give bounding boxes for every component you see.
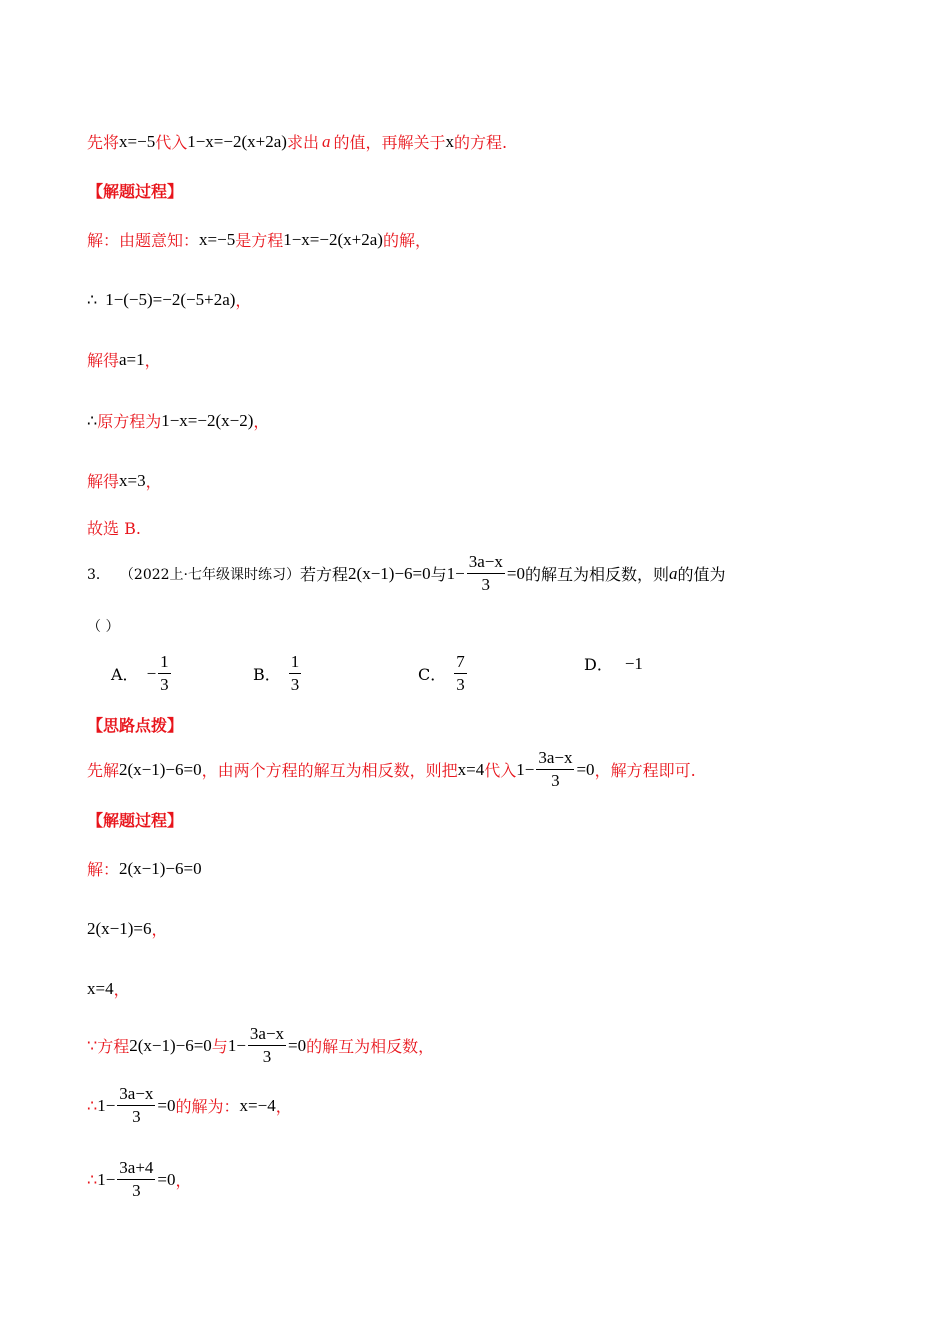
hint-line-1 (87, 130, 507, 153)
text: 原方程为 (97, 412, 162, 431)
text: 的解， (382, 231, 431, 250)
text: 解： (87, 860, 120, 879)
fraction (454, 652, 467, 695)
fraction-denominator: 3 (262, 1047, 272, 1066)
math: x=3 (119, 470, 146, 490)
text: 代入 (484, 761, 517, 780)
text: 与 (211, 1037, 228, 1056)
math: x=−5 (119, 131, 156, 151)
solution-line (87, 1024, 434, 1067)
math: x=4 (87, 978, 114, 998)
math: 1− (227, 1035, 246, 1055)
math: 2(x−1)−6=0 (119, 759, 202, 779)
text: 与 (430, 565, 447, 584)
fraction-denominator: 3 (160, 675, 169, 694)
math: x=4 (457, 759, 485, 779)
fraction-numerator: 3a−x (467, 552, 505, 574)
fraction (158, 652, 171, 695)
text: ， (275, 1097, 292, 1116)
text: 先将 (87, 133, 120, 152)
section-heading-solution: 【解题过程】 (87, 811, 184, 830)
text: ，解方程即可. (594, 761, 696, 780)
solution-line (87, 409, 269, 432)
solution-line (87, 917, 168, 940)
fraction (536, 748, 574, 791)
text: ， (175, 1171, 192, 1190)
fraction-numerator: 3a−x (248, 1024, 286, 1046)
math: x (445, 131, 454, 151)
math: 1−x=−2(x+2a) (187, 131, 287, 151)
question-3 (87, 552, 726, 595)
fraction (117, 1084, 155, 1127)
therefore-symbol: ∴ (87, 1170, 98, 1189)
math: 1− (97, 1095, 116, 1115)
fraction-denominator: 3 (551, 771, 560, 790)
math: =0 (506, 563, 525, 583)
option-label: B． (253, 665, 281, 684)
math: =0 (288, 1035, 307, 1055)
solution-line (87, 228, 431, 251)
therefore-symbol: ∴ (87, 290, 98, 309)
fraction-denominator: 3 (132, 1107, 141, 1126)
math: 2(x−1)−6=0 (119, 858, 202, 878)
question-number: 3． (87, 566, 110, 583)
solution-line (87, 977, 130, 1000)
math: 1−(−5)=−2(−5+2a) (105, 289, 236, 309)
text: 的方程. (453, 133, 508, 152)
option-a (111, 652, 173, 695)
math: 1−x=−2(x−2) (161, 410, 254, 430)
because-symbol: ∵ (87, 1036, 98, 1055)
option-label: A． (111, 665, 139, 684)
math: 1− (446, 563, 465, 583)
solution-line (87, 1158, 192, 1201)
answer-choice: 故选 B. (87, 519, 141, 538)
fraction-denominator: 3 (290, 675, 300, 694)
text: ， (235, 291, 252, 310)
math: x=−5 (199, 229, 236, 249)
solution-line (87, 857, 202, 880)
fraction (467, 552, 505, 595)
text: 代入 (155, 133, 188, 152)
math: 2(x−1)=6 (87, 918, 152, 938)
solution-line (87, 1084, 292, 1127)
text: ， (144, 351, 161, 370)
text: ， (151, 920, 168, 939)
fraction-numerator: 7 (454, 652, 467, 674)
section-heading-hint: 【思路点拨】 (87, 716, 184, 735)
math: =0 (157, 1095, 176, 1115)
option-sign: − (146, 663, 157, 683)
answer-blank: （ ） (87, 619, 120, 635)
text: 先解 (87, 761, 120, 780)
question-source: （2022上·七年级课时练习） (119, 566, 301, 583)
fraction-numerator: 3a−x (536, 748, 574, 770)
text: 的解互为相反数，则 (524, 565, 669, 584)
math: 2(x−1)−6=0 (348, 563, 431, 583)
option-label: D． (584, 655, 613, 674)
option-value: −1 (624, 653, 643, 673)
solution-line (87, 469, 162, 492)
text: 若方程 (300, 565, 349, 584)
option-b (253, 652, 303, 695)
text: ， (113, 980, 130, 999)
math: x=−4 (239, 1095, 276, 1115)
text: 方程 (97, 1037, 130, 1056)
text: 的解为： (175, 1097, 240, 1116)
fraction-denominator: 3 (481, 575, 491, 594)
fraction (289, 652, 302, 695)
fraction-numerator: 3a+4 (117, 1158, 155, 1180)
fraction (117, 1158, 155, 1201)
text: 的解互为相反数， (306, 1037, 435, 1056)
solution-line (87, 348, 161, 371)
hint-line-2 (87, 748, 696, 791)
therefore-symbol: ∴ (87, 411, 98, 430)
option-c (418, 652, 469, 695)
text: 的值为 (677, 565, 726, 584)
math: =0 (157, 1169, 176, 1189)
section-heading-solution: 【解题过程】 (87, 182, 184, 201)
math: a (321, 131, 331, 151)
text: 解得 (87, 351, 120, 370)
fraction (248, 1024, 286, 1067)
math: a=1 (119, 349, 145, 369)
fraction-numerator: 3a−x (117, 1084, 155, 1106)
text: 解：由题意知： (87, 231, 200, 250)
therefore-symbol: ∴ (87, 1096, 98, 1115)
text: 解得 (87, 472, 120, 491)
text: ，由两个方程的解互为相反数，则把 (201, 761, 458, 780)
math: a (668, 563, 678, 583)
math: 1− (516, 759, 535, 779)
fraction-denominator: 3 (456, 675, 465, 694)
option-d (584, 652, 643, 675)
math: 1− (97, 1169, 116, 1189)
option-label: C． (418, 665, 447, 684)
text: 求出 (286, 133, 319, 152)
fraction-denominator: 3 (132, 1181, 141, 1200)
math: 2(x−1)−6=0 (129, 1035, 212, 1055)
math: 1−x=−2(x+2a) (283, 229, 383, 249)
math: =0 (576, 759, 595, 779)
text: 的值，再解关于 (333, 133, 446, 152)
fraction-numerator: 1 (158, 652, 171, 674)
text: ， (145, 472, 162, 491)
text: ， (253, 412, 270, 431)
text: 是方程 (235, 231, 284, 250)
solution-line (87, 288, 251, 311)
fraction-numerator: 1 (289, 652, 302, 674)
